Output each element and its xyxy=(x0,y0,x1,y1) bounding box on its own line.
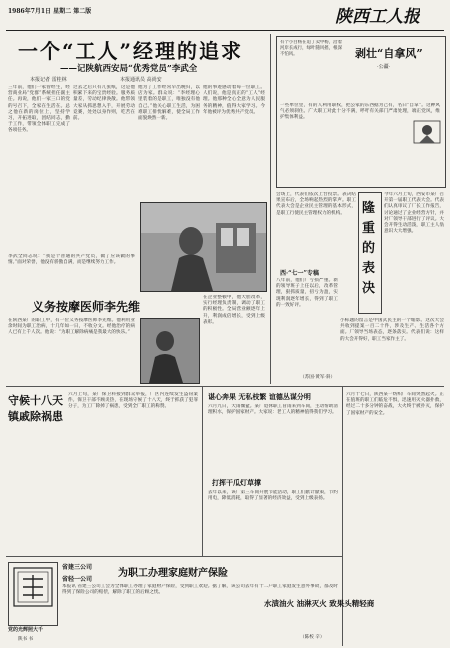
vertical-body-2: 今年六月上旬，西安市某厂召开第一届职工代表大会。代表们认真审议了厂长工作报告，讨论通过了企业经营方针，并对厂领导干部进行了评议。大会开得生动活泼，职工主人翁意识大大增强。 xyxy=(384,192,444,235)
lamp-body: 去年以来，该厂第三车间开展节能活动，职工们献计献策，节约用电，降低消耗，取得了显著的经济效益，受到上级表扬。 xyxy=(208,490,338,502)
side-piece-headline: 谌心奔果 无私枝繁 谊德丛谋分明 xyxy=(208,392,311,401)
lead-body-col-1: 三年前，他们一家曾经生，经营商业局“党群”系统担任副主任。再说，他们一家三口的党的号召下，全家在生活在。总之他在新的岗位上，坚持学习，开拓进取，团结同志，勤于工作，带领全体职工完成了各项任务。 xyxy=(8,85,70,134)
upper-section-rule xyxy=(6,386,444,387)
lead-body-col-6: 在企业整顿中，他大胆改革，实行经理负责制，调动了职工的积极性。全局营业额逐年上升，利润成倍增长，受到上级表彰。 xyxy=(203,295,265,325)
bottom-left-sub-1: 省建三公司 xyxy=(62,564,93,571)
commentary-body: 一些单位里，有的人利用职权，把公家的东西据为己有，名曰“自拿”。这种风气必须刹住。广大职工对此十分不满，呼吁有关部门严肃处理，端正党风，维护集体利益。 xyxy=(280,103,440,121)
lead-body-col-2: 过去之后只有几张纸，这是他积累下来的宝贵经验。服务质量差，劳动纪律涣散。他带领大家从抓思想入手，开展劳动竞赛，处处以身作则，吃苦在前。 xyxy=(73,85,135,122)
lamp-headline: 打挥干瓜灯草撑 xyxy=(212,478,261,487)
lead-body-col-4: 他的事迹感动着每一位职工。人们说，他是真正的“工人”经理。他那种全心全意为人民服务的精神，值得大家学习。今年他被评为优秀共产党员。 xyxy=(203,85,265,115)
bottom-left-byline: （陈校 辛） xyxy=(300,635,325,640)
masthead-rule xyxy=(6,30,444,31)
guard-headline-2: 镇戚除祸患 xyxy=(8,410,63,423)
seal-text: 党的光辉照大千 xyxy=(8,627,44,633)
bottom-section-rule xyxy=(6,556,342,557)
lead-subtitle: ——记陕航西安局“优秀党员”李武全 xyxy=(60,64,198,74)
lead-byline-2: 本报通讯员 高尚安 xyxy=(120,77,162,83)
commentary-verse: 有个小白杨在追了卖中杨，沿着河岸长成行，绿叶随风摇，根深不怕风。 xyxy=(280,40,342,58)
seal-stamp xyxy=(13,567,53,607)
bottom-left-sub-2: 省轻一公司 xyxy=(62,576,93,583)
bottom-right-body: 六月十七日，陕西某一纺织厂车间突然起火。正在值班的职工们临危不惧，迅速用灭火器扑救，经过二十多分钟的奋战，大火终于被扑灭，保护了国家财产的安全。 xyxy=(346,392,444,416)
bottom-left-headline: 为职工办理家庭财产保险 xyxy=(118,568,228,579)
commentary-heading: 剥壮“自拿风” xyxy=(355,47,423,60)
vertical-headline-box xyxy=(358,192,382,314)
vertical-body-3: 小标题的留言是中国式民主的一个缩影。这次大会共收到提案一百二十件，涉及生产、生活各个方面。厂领导当场表态，逐条落实。代表们说：这样的大会开得好，职工当家作主了。 xyxy=(340,318,444,342)
massage-photo xyxy=(140,318,200,384)
masthead-paper-name: 陕西工人报 xyxy=(335,7,420,27)
reporter-note-body: 八年前，他们厂亏损严重。新的领导班子上任以后，改革管理，狠抓质量，扭亏为盈，实现利润逐年增长，得到了职工的一致好评。 xyxy=(276,278,338,308)
masthead-date-line: 1986年7月1日 星期二 第二版 xyxy=(8,8,92,15)
massage-body: 在陕西某厂的职工中，有一位义务按摩医师李先维。他利用业余时间为职工治病，十几年如一日，不收分文。经他治疗的病人已有上千人次。他说：“为职工解除病痛是我最大的快乐。” xyxy=(8,318,135,336)
massage-headline: 义务按摩医师李先维 xyxy=(32,300,141,314)
guard-headline-1: 守候十八天 xyxy=(8,394,63,407)
lead-right-rule xyxy=(270,34,271,384)
masthead xyxy=(0,0,450,30)
reporter-note-label: 西·“七一”专稿 xyxy=(280,270,319,277)
lead-body-col-5: 李武全同志说：“我是个普通的共产党员，做了应该做的事情。”面对荣誉，他没有骄傲自满，而是继续努力工作。 xyxy=(8,254,135,266)
commentary-box xyxy=(276,36,446,188)
side-piece-body: 六月九日，大雨倾盆。某厂退休职工冒雨来到车间，主动帮助清理积水，保护国家财产。大家说：老工人的精神值得我们学习。 xyxy=(208,404,338,416)
lead-body-col-3: 他为了工作经常早出晚归，以店为家。群众说：“李经理心里装着的是职工，唯独没有他自己。”他关心职工生活，为困难职工排忧解难，使全局工作面貌焕然一新。 xyxy=(138,85,200,122)
bottom-left-body: 本报讯 省建三公司工会为全体职工办理了家庭财产保险，受到职工欢迎。据了解，该公司去年有十二户职工家庭发生意外事故，都及时得到了保险公司的赔偿，解除了职工的后顾之忧。 xyxy=(62,584,338,596)
seal-box xyxy=(8,562,58,626)
seal-caption: 陕书 书 xyxy=(18,637,34,642)
commentary-illustration xyxy=(412,119,442,145)
vertical-headline-label: 隆重的表决 xyxy=(362,201,376,296)
lead-headline: 一个“工人”经理的追求 xyxy=(18,39,244,63)
commentary-byline: ·公疆· xyxy=(377,64,391,70)
lead-byline-1: 本报记者 雷桂林 xyxy=(30,77,67,83)
reporter-note-author: （苏国·黄军·斜） xyxy=(300,375,336,380)
lead-photo-image xyxy=(141,203,266,291)
guard-body: 六月上旬，某厂保卫科接到群众举报，厂区内连续发生盗窃案件。保卫干部不顾炎热，在现场守候了十八天，终于抓获了犯罪分子，为工厂除掉了祸患，受到全厂职工的称赞。 xyxy=(68,392,198,410)
bottom-right-headline: 水渍油火 油淋灭火 致果头精轻商 xyxy=(264,599,375,608)
lower-left-rule xyxy=(202,386,203,556)
massage-photo-image xyxy=(141,319,199,383)
lead-photo xyxy=(140,202,267,292)
vertical-body-1: 会场上，代表们依次上台投票。表决结果宣布后，全场响起热烈的掌声。职工代表大会是企业民主管理的基本形式，是职工行使民主管理权力的机构。 xyxy=(276,192,356,216)
